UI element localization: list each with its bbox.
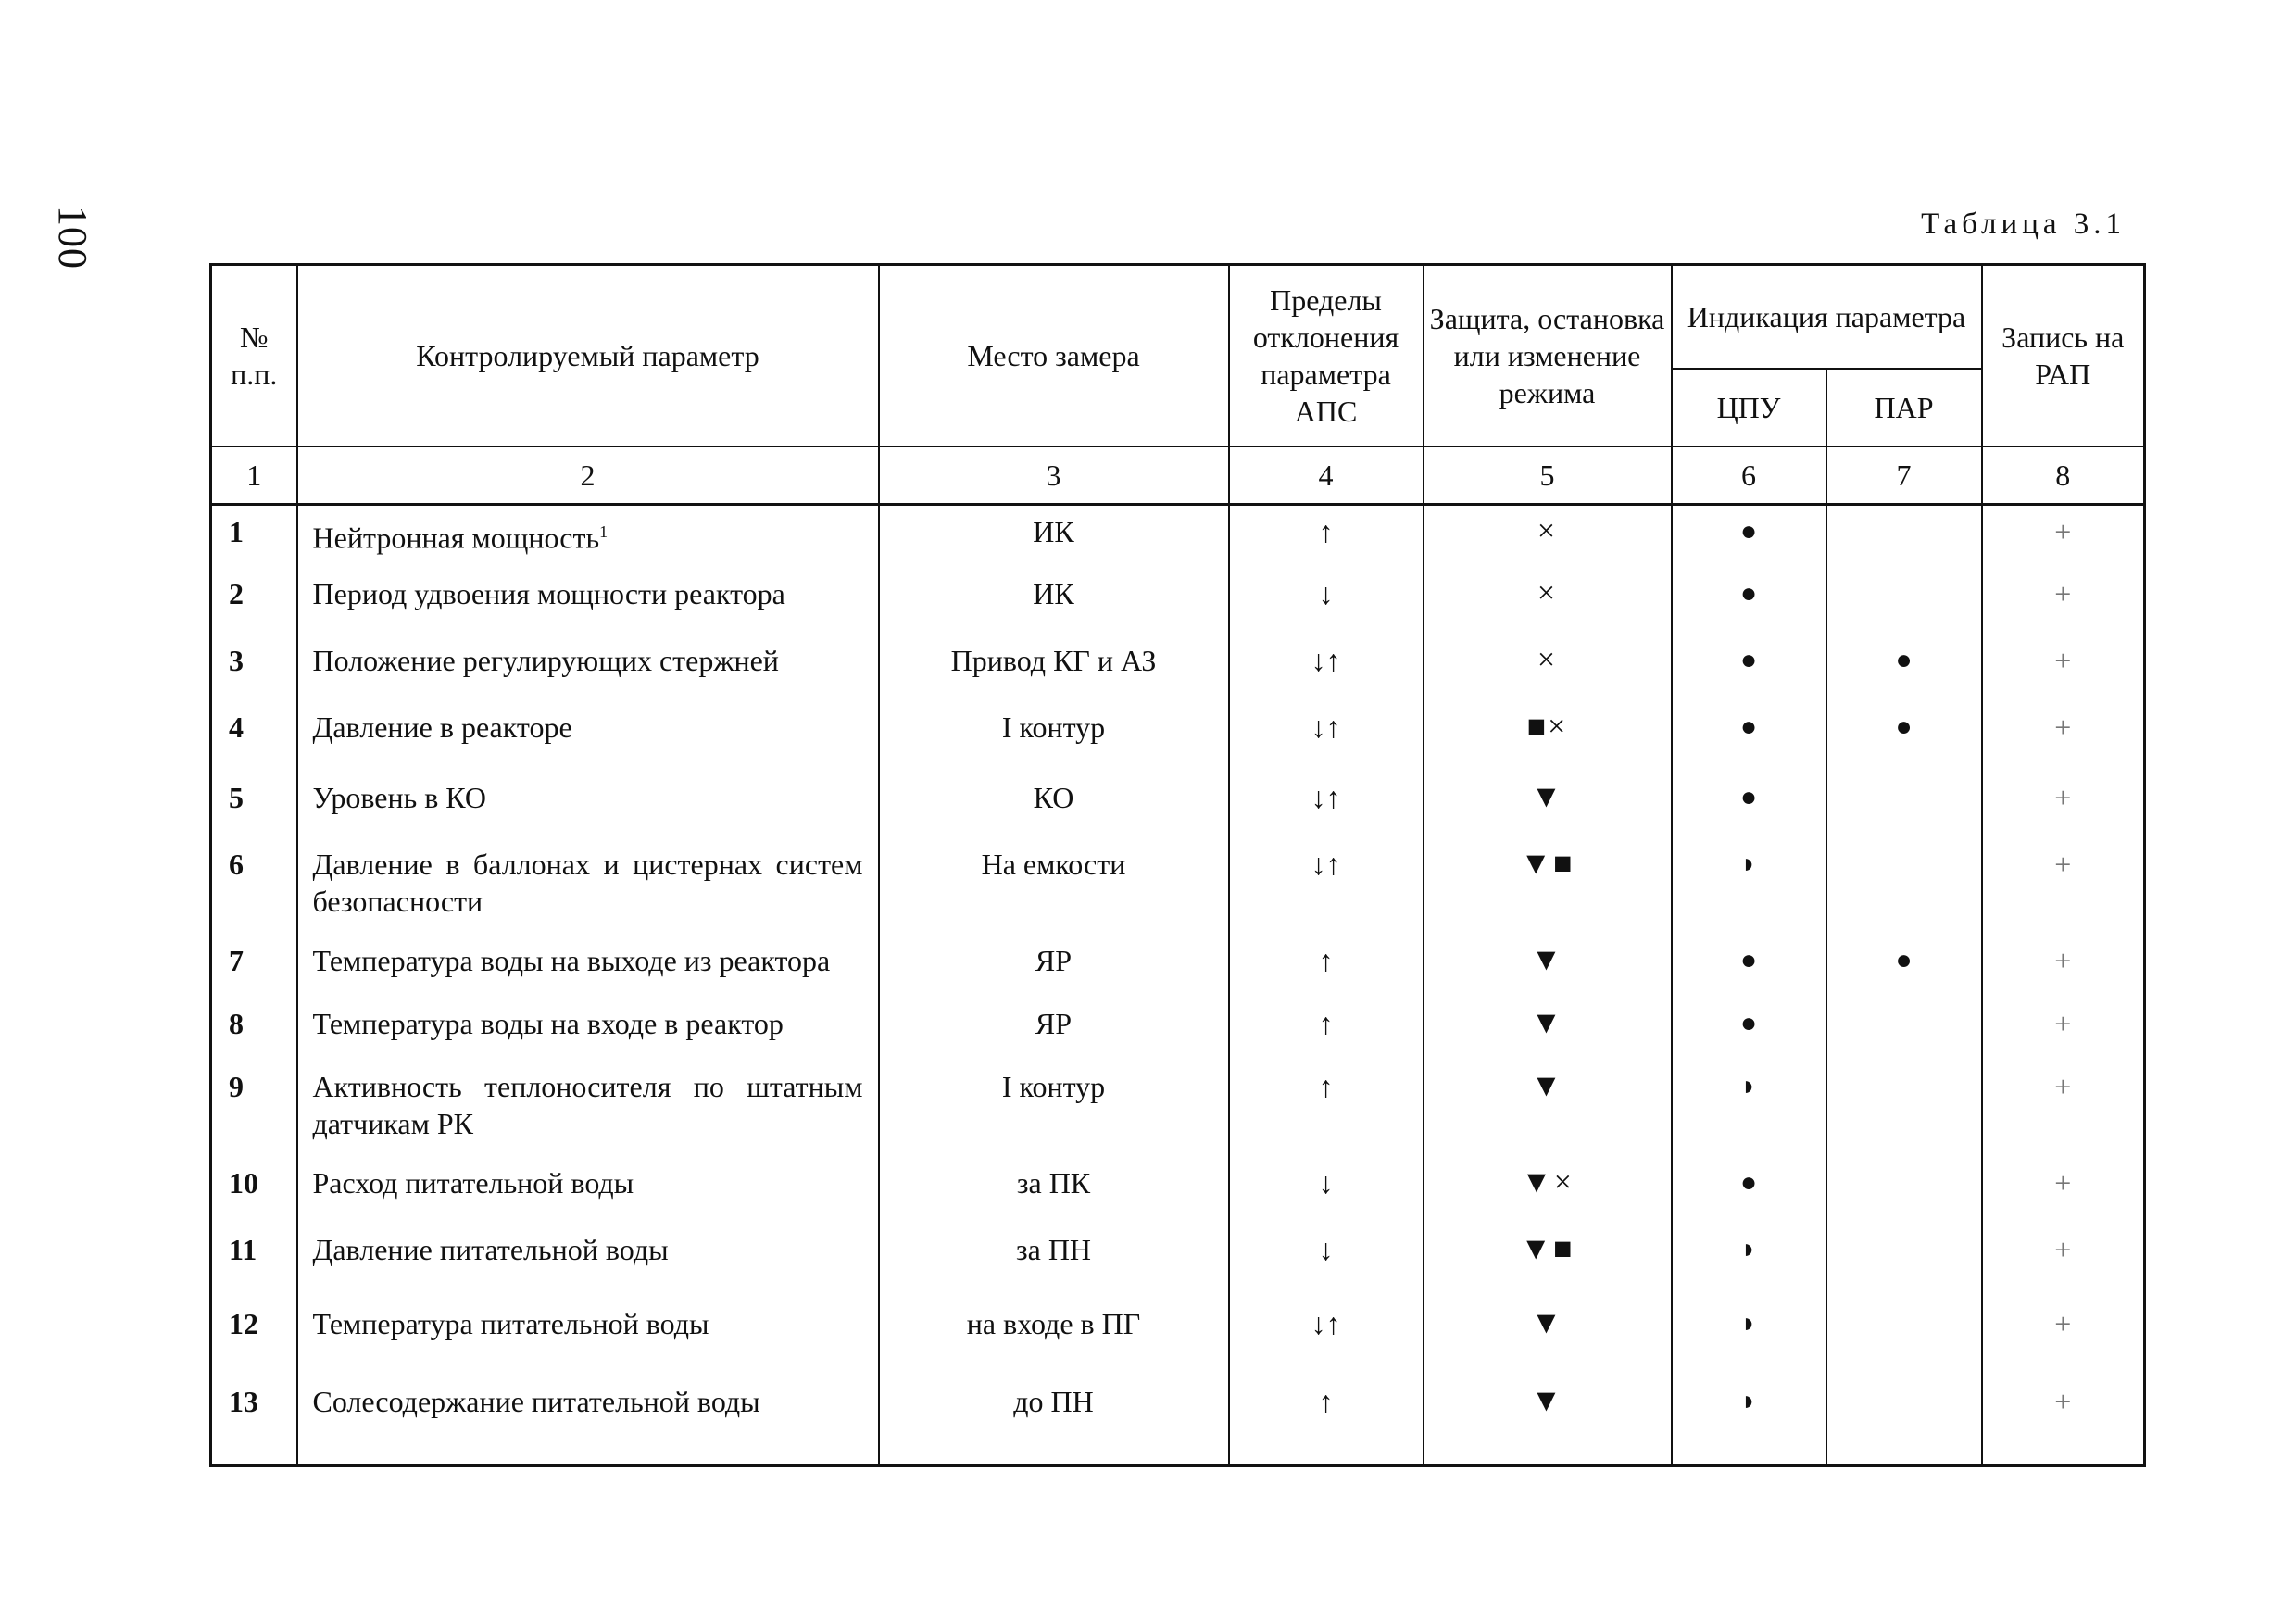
deviation-limits: [1229, 772, 1424, 838]
cpu-indication-text: ◗: [1739, 848, 1758, 879]
cpu-indication-text: ◗: [1739, 1233, 1758, 1264]
parameter-name: [297, 1157, 879, 1224]
measurement-place: [879, 1061, 1229, 1157]
deviation-limits: [1229, 1298, 1424, 1376]
measurement-place-text: Привод КГ и АЗ: [950, 643, 1157, 677]
column-number: 5: [1424, 446, 1672, 505]
rap-record-text: +: [2054, 1006, 2072, 1040]
table-caption: Таблица 3.1: [1921, 207, 2126, 241]
table-row: [211, 1376, 2145, 1466]
header-parameter: Контролируемый параметр: [297, 265, 879, 447]
header-protection: Защита, остановка или изменение режима: [1424, 265, 1672, 447]
parameter-name-text: Температура воды на выходе из реактора: [312, 943, 831, 977]
deviation-limits-text: ↑: [1318, 943, 1334, 977]
rap-record: [1982, 1061, 2145, 1157]
protection-symbol-text: ▼■: [1520, 846, 1575, 881]
row-number: [211, 772, 297, 838]
parameter-name-text: Расход питательной воды: [312, 1165, 634, 1200]
par-indication: [1826, 1157, 1982, 1224]
cpu-indication: [1672, 568, 1826, 635]
rap-record: [1982, 935, 2145, 998]
par-indication: [1826, 1298, 1982, 1376]
par-indication: [1826, 1224, 1982, 1298]
parameter-name-text: Нейтронная мощность: [312, 521, 600, 555]
row-number: [211, 838, 297, 935]
table-row: [211, 935, 2145, 998]
measurement-place-text: ЯР: [1035, 943, 1073, 977]
rap-record-text: +: [2054, 710, 2072, 744]
protection-symbol-text: ▼: [1530, 1068, 1564, 1103]
row-number: [211, 1298, 297, 1376]
protection-symbol-text: ▼: [1530, 1005, 1564, 1040]
row-number-text: 4: [229, 710, 244, 744]
row-number-text: 11: [229, 1232, 257, 1266]
row-number: [211, 935, 297, 998]
header-par: ПАР: [1826, 369, 1982, 446]
column-numbers-row: [211, 446, 2145, 505]
rap-record: [1982, 1376, 2145, 1466]
column-number: 7: [1826, 446, 1982, 505]
deviation-limits-text: ↑: [1318, 1069, 1334, 1103]
parameter-name: [297, 838, 879, 935]
deviation-limits-text: ↓: [1318, 1232, 1334, 1266]
row-number-text: 12: [229, 1306, 258, 1340]
column-number: 8: [1982, 446, 2145, 505]
table-row: [211, 1224, 2145, 1298]
parameter-name: [297, 1224, 879, 1298]
measurement-place-text: На емкости: [981, 847, 1126, 881]
row-number: [211, 1061, 297, 1157]
deviation-limits: [1229, 505, 1424, 568]
protection-symbol-text: ▼×: [1521, 1164, 1574, 1200]
deviation-limits-text: ↓↑: [1311, 710, 1341, 744]
protection-symbol-text: ▼■: [1520, 1231, 1575, 1266]
measurement-place-text: за ПК: [1016, 1165, 1091, 1200]
parameter-name: [297, 505, 879, 568]
rap-record-text: +: [2054, 847, 2072, 881]
cpu-indication: [1672, 838, 1826, 935]
cpu-indication-text: ●: [1739, 516, 1758, 547]
page-number: 100: [50, 206, 95, 270]
rap-record: [1982, 1224, 2145, 1298]
cpu-indication: [1672, 1061, 1826, 1157]
parameter-name-text: Давление питательной воды: [312, 1232, 669, 1266]
deviation-limits: [1229, 1376, 1424, 1466]
measurement-place-text: до ПН: [1013, 1384, 1094, 1418]
cpu-indication: [1672, 701, 1826, 772]
protection-symbol-text: ▼: [1530, 779, 1564, 814]
par-indication-text: ●: [1895, 944, 1913, 975]
rap-record-text: +: [2054, 643, 2072, 677]
protection-symbol-text: ▼: [1530, 1383, 1564, 1418]
par-indication: [1826, 701, 1982, 772]
measurement-place-text: ИК: [1033, 515, 1074, 548]
parameter-name-text: Активность теплоносителя по штатным датчикам РК: [312, 1069, 863, 1140]
cpu-indication-text: ●: [1739, 1007, 1758, 1038]
header-indication: Индикация параметра: [1672, 265, 1982, 370]
measurement-place: [879, 635, 1229, 701]
deviation-limits: [1229, 935, 1424, 998]
deviation-limits: [1229, 568, 1424, 635]
par-indication: [1826, 505, 1982, 568]
table-row: [211, 1061, 2145, 1157]
par-indication: [1826, 935, 1982, 998]
header-cpu: ЦПУ: [1672, 369, 1826, 446]
column-number: 2: [297, 446, 879, 505]
deviation-limits: [1229, 701, 1424, 772]
parameter-name: [297, 1298, 879, 1376]
measurement-place: [879, 1298, 1229, 1376]
header-record: Запись на РАП: [1982, 265, 2145, 447]
rap-record: [1982, 998, 2145, 1061]
table-row: [211, 1157, 2145, 1224]
protection-symbol-text: ■×: [1526, 709, 1568, 744]
protection-symbol: [1424, 838, 1672, 935]
row-number-text: 9: [229, 1069, 244, 1103]
row-number: [211, 998, 297, 1061]
deviation-limits-text: ↓↑: [1311, 1306, 1341, 1340]
measurement-place-text: ЯР: [1035, 1006, 1073, 1040]
measurement-place-text: за ПН: [1015, 1232, 1092, 1266]
table-row: [211, 505, 2145, 568]
cpu-indication: [1672, 1298, 1826, 1376]
measurement-place: [879, 772, 1229, 838]
rap-record-text: +: [2054, 1165, 2072, 1200]
header-limits: Пределы отклонения параметра АПС: [1229, 265, 1424, 447]
table-row: [211, 701, 2145, 772]
parameter-name-text: Положение регулирующих стержней: [312, 643, 779, 677]
par-indication: [1826, 1061, 1982, 1157]
protection-symbol: [1424, 701, 1672, 772]
row-number-text: 7: [229, 943, 244, 977]
parameter-name: [297, 998, 879, 1061]
cpu-indication-text: ●: [1739, 577, 1758, 609]
rap-record: [1982, 505, 2145, 568]
deviation-limits-text: ↑: [1318, 1384, 1334, 1418]
rap-record: [1982, 772, 2145, 838]
deviation-limits-text: ↓: [1318, 1165, 1334, 1200]
rap-record-text: +: [2054, 576, 2072, 610]
row-number-text: 6: [229, 847, 244, 881]
protection-symbol: [1424, 568, 1672, 635]
row-number: [211, 701, 297, 772]
table-row: [211, 998, 2145, 1061]
deviation-limits-text: ↓↑: [1311, 643, 1341, 677]
rap-record-text: +: [2054, 780, 2072, 814]
deviation-limits-text: ↑: [1318, 515, 1334, 548]
parameter-name: [297, 635, 879, 701]
protection-symbol: [1424, 998, 1672, 1061]
deviation-limits: [1229, 1061, 1424, 1157]
rap-record: [1982, 838, 2145, 935]
row-number: [211, 568, 297, 635]
row-number-text: 10: [229, 1165, 258, 1200]
parameter-name: [297, 772, 879, 838]
rap-record-text: +: [2054, 1232, 2072, 1266]
protection-symbol: [1424, 635, 1672, 701]
table-row: [211, 1298, 2145, 1376]
column-number: 4: [1229, 446, 1424, 505]
row-number: [211, 1224, 297, 1298]
cpu-indication-text: ●: [1739, 944, 1758, 975]
row-number: [211, 1157, 297, 1224]
protection-symbol-text: ▼: [1530, 942, 1564, 977]
parameter-name-text: Уровень в КО: [312, 780, 486, 814]
cpu-indication: [1672, 998, 1826, 1061]
parameter-name-text: Давление в баллонах и цистернах систем безопасности: [312, 847, 863, 918]
par-indication: [1826, 772, 1982, 838]
measurement-place: [879, 935, 1229, 998]
parameter-name: [297, 568, 879, 635]
measurement-place-text: КО: [1033, 780, 1074, 814]
par-indication: [1826, 635, 1982, 701]
column-number: 3: [879, 446, 1229, 505]
par-indication-text: ●: [1895, 644, 1913, 675]
cpu-indication-text: ◗: [1739, 1385, 1758, 1416]
parameter-name-text: Период удвоения мощности реактора: [312, 576, 785, 610]
protection-symbol: [1424, 1061, 1672, 1157]
par-indication-text: ●: [1895, 710, 1913, 742]
measurement-place: [879, 568, 1229, 635]
table-row: [211, 635, 2145, 701]
parameter-name-text: Температура воды на входе в реактор: [312, 1006, 784, 1040]
row-number: [211, 1376, 297, 1466]
row-number: [211, 635, 297, 701]
measurement-place: [879, 701, 1229, 772]
parameter-name-text: Температура питательной воды: [312, 1306, 709, 1340]
rap-record: [1982, 701, 2145, 772]
parameter-name-text: Давление в реакторе: [312, 710, 572, 744]
measurement-place: [879, 1157, 1229, 1224]
deviation-limits: [1229, 635, 1424, 701]
table-row: [211, 568, 2145, 635]
parameter-name: [297, 1376, 879, 1466]
deviation-limits-text: ↓↑: [1311, 847, 1341, 881]
footnote-mark: 1: [599, 522, 609, 541]
cpu-indication: [1672, 772, 1826, 838]
row-number-text: 1: [229, 515, 244, 548]
par-indication: [1826, 838, 1982, 935]
par-indication: [1826, 998, 1982, 1061]
rap-record-text: +: [2054, 1069, 2072, 1103]
par-indication: [1826, 568, 1982, 635]
rap-record: [1982, 635, 2145, 701]
row-number-text: 5: [229, 780, 244, 814]
header-place: Место замера: [879, 265, 1229, 447]
protection-symbol: [1424, 505, 1672, 568]
measurement-place: [879, 998, 1229, 1061]
row-number: [211, 505, 297, 568]
cpu-indication: [1672, 635, 1826, 701]
deviation-limits-text: ↓: [1318, 576, 1334, 610]
cpu-indication: [1672, 935, 1826, 998]
cpu-indication: [1672, 1224, 1826, 1298]
row-number-text: 3: [229, 643, 244, 677]
column-number: 6: [1672, 446, 1826, 505]
parameter-name: [297, 1061, 879, 1157]
parameters-table: [209, 263, 2146, 1467]
rap-record: [1982, 1298, 2145, 1376]
deviation-limits-text: ↑: [1318, 1006, 1334, 1040]
cpu-indication-text: ◗: [1739, 1070, 1758, 1101]
rap-record-text: +: [2054, 515, 2072, 548]
measurement-place: [879, 1376, 1229, 1466]
protection-symbol: [1424, 1376, 1672, 1466]
deviation-limits: [1229, 1224, 1424, 1298]
row-number-text: 8: [229, 1006, 244, 1040]
cpu-indication-text: ●: [1739, 644, 1758, 675]
rap-record-text: +: [2054, 1306, 2072, 1340]
table-row: [211, 772, 2145, 838]
protection-symbol-text: ×: [1537, 642, 1558, 677]
protection-symbol: [1424, 1224, 1672, 1298]
cpu-indication-text: ●: [1739, 710, 1758, 742]
protection-symbol: [1424, 935, 1672, 998]
rap-record-text: +: [2054, 943, 2072, 977]
header-number: № п.п.: [211, 265, 297, 447]
row-number-text: 2: [229, 576, 244, 610]
deviation-limits-text: ↓↑: [1311, 780, 1341, 814]
measurement-place-text: I контур: [1001, 1069, 1106, 1103]
cpu-indication: [1672, 505, 1826, 568]
protection-symbol: [1424, 1157, 1672, 1224]
deviation-limits: [1229, 838, 1424, 935]
cpu-indication: [1672, 1157, 1826, 1224]
measurement-place-text: ИК: [1033, 576, 1074, 610]
parameter-name: [297, 701, 879, 772]
cpu-indication-text: ◗: [1739, 1307, 1758, 1338]
parameter-name-text: Солесодержание питательной воды: [312, 1384, 760, 1418]
rap-record: [1982, 568, 2145, 635]
measurement-place: [879, 1224, 1229, 1298]
measurement-place: [879, 838, 1229, 935]
cpu-indication-text: ●: [1739, 781, 1758, 812]
measurement-place: [879, 505, 1229, 568]
protection-symbol-text: ×: [1537, 575, 1558, 610]
par-indication: [1826, 1376, 1982, 1466]
table-row: [211, 838, 2145, 935]
deviation-limits: [1229, 1157, 1424, 1224]
protection-symbol-text: ▼: [1530, 1305, 1564, 1340]
protection-symbol-text: ×: [1537, 514, 1558, 548]
cpu-indication-text: ●: [1739, 1166, 1758, 1198]
row-number-text: 13: [229, 1384, 258, 1418]
measurement-place-text: на входе в ПГ: [966, 1306, 1141, 1340]
protection-symbol: [1424, 772, 1672, 838]
cpu-indication: [1672, 1376, 1826, 1466]
rap-record-text: +: [2054, 1384, 2072, 1418]
column-number: 1: [211, 446, 297, 505]
rap-record: [1982, 1157, 2145, 1224]
deviation-limits: [1229, 998, 1424, 1061]
measurement-place-text: I контур: [1001, 710, 1106, 744]
parameter-name: [297, 935, 879, 998]
protection-symbol: [1424, 1298, 1672, 1376]
